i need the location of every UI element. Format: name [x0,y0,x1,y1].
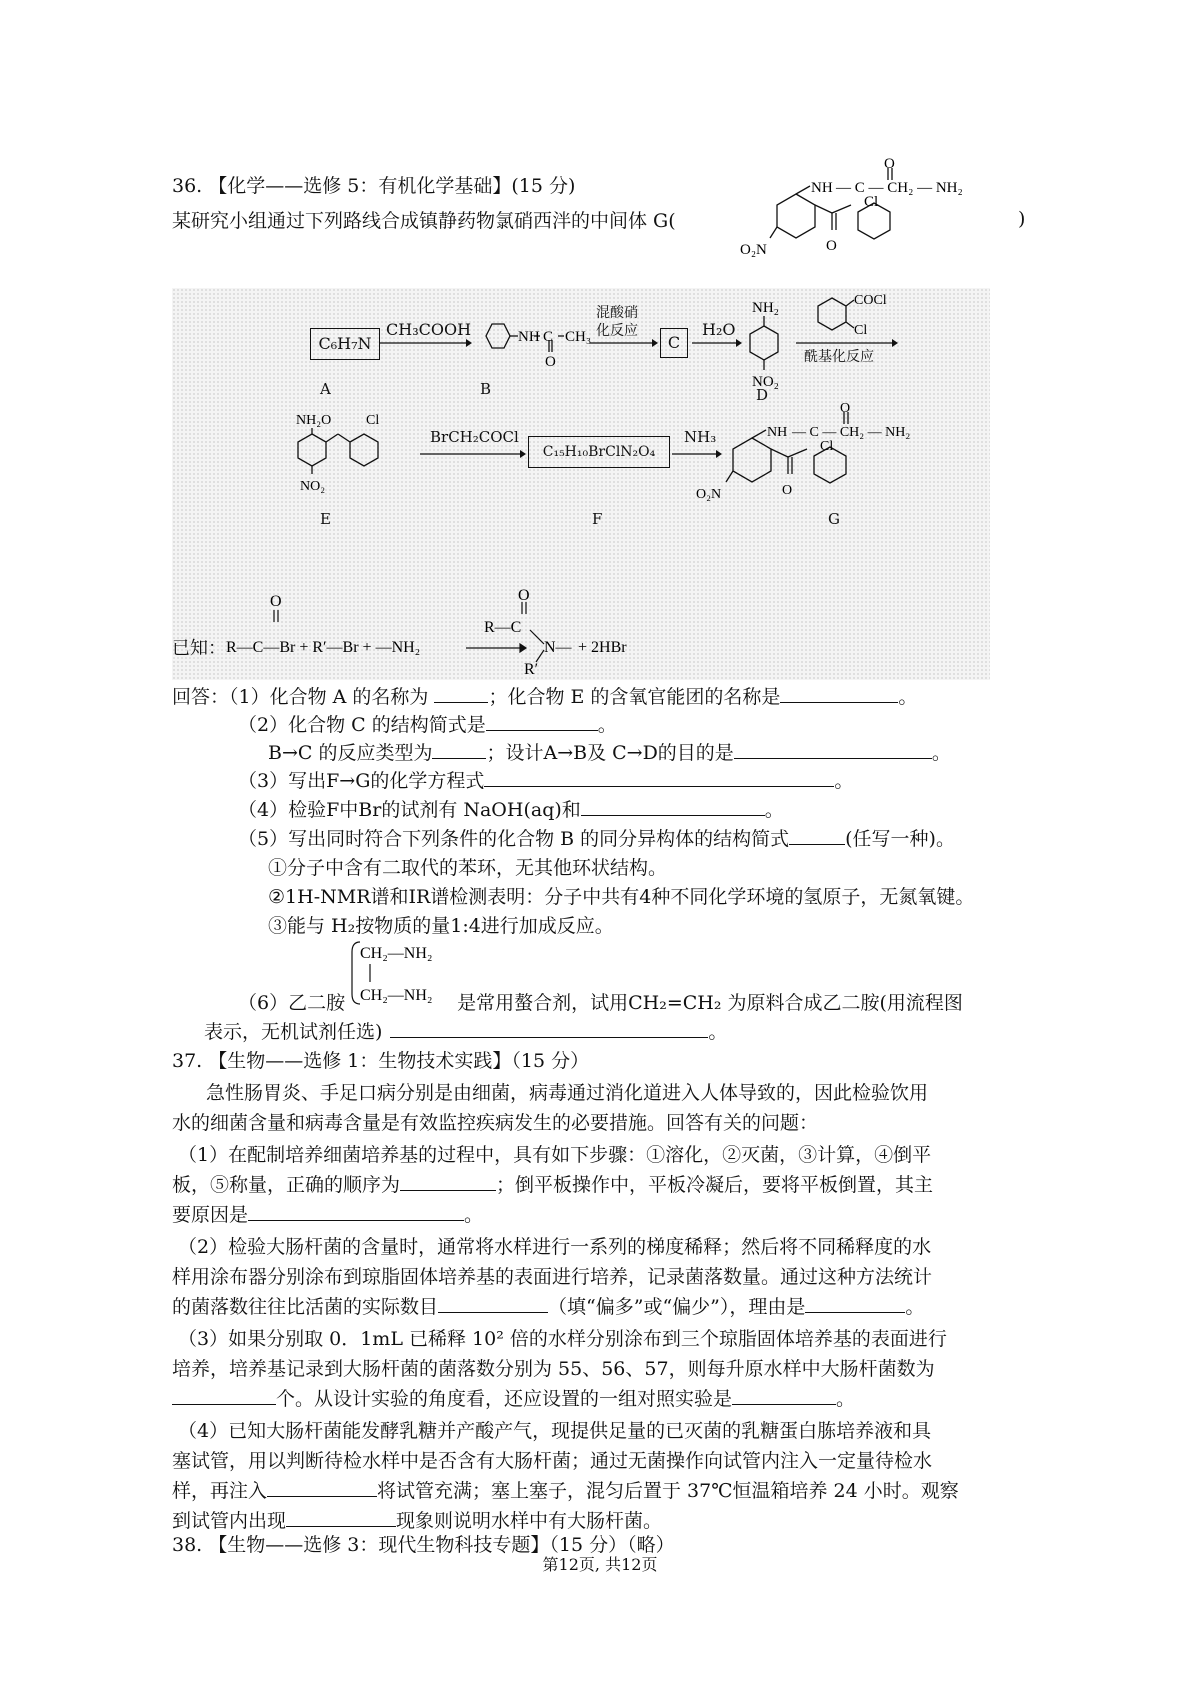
q37-p4-d: 到试管内出现 现象则说明水样中有大肠杆菌。 [172,1510,663,1532]
q37-p2-a: （2）检验大肠杆菌的含量时，通常将水样进行一系列的梯度稀释；然后将不同稀释度的水 [178,1236,932,1258]
q36-item-4: （4）检验F中Br的试剂有 NaOH(aq)和 。 [238,799,784,821]
q37-para0-a: 急性肠胃炎、手足口病分别是由细菌，病毒通过消化道进入人体导致的，因此检验饮用 [206,1082,929,1104]
compound-a-box: C₆H₇N [310,328,380,360]
svg-text:— C — CH₂ — NH₂: — C — CH₂ — NH₂ [836,180,963,196]
reagent-ef: BrCH₂COCl [430,428,519,446]
compound-e-structure [288,406,398,506]
q37-p1-a: （1）在配制培养细菌培养基的过程中，具有如下步骤：①溶化，②灭菌，③计算，④倒平 [178,1144,932,1166]
label-f: F [592,510,603,528]
svg-text:O: O [518,588,530,604]
svg-text:Cl: Cl [854,323,868,338]
q37-p2-c: 的菌落数往往比活菌的实际数目 （填“偏多”或“偏少”），理由是 。 [172,1296,925,1318]
acyl-chloride-reagent [802,288,902,338]
q36-intro: 某研究小组通过下列路线合成镇静药物氯硝西泮的中间体 G( [172,210,676,232]
reagent-bc-line2: 化反应 [596,323,638,339]
compound-g-structure [692,402,982,510]
svg-text:R—C—Br + R′—Br + —NH₂: R—C—Br + R′—Br + —NH₂ [226,639,421,656]
q37-p4-a: （4）已知大肠杆菌能发酵乳糖并产酸产气，现提供足量的已灭菌的乳糖蛋白胨培养液和具 [178,1420,932,1442]
svg-text:O₂N: O₂N [740,242,767,258]
label-g: G [828,510,840,528]
svg-text:NO₂: NO₂ [752,374,779,390]
svg-text:O: O [270,593,282,610]
q36-item-2: （2）化合物 C 的结构简式是 。 [238,714,617,736]
label-e: E [320,510,331,528]
q36-item-6b: 表示，无机试剂任选) 。 [204,1021,728,1043]
svg-text:NO₂: NO₂ [300,479,326,494]
q36-item-5: （5）写出同时符合下列条件的化合物 B 的同分异构体的结构简式 (任写一种)。 [238,828,955,850]
compound-c-box: C [660,328,688,358]
q37-p3-c: 个。从设计实验的角度看，还应设置的一组对照实验是 。 [172,1386,855,1413]
q36-title: 36. 【化学——选修 5：有机化学基础】(15 分) [172,175,576,197]
svg-text:CH₂—NH₂: CH₂—NH₂ [360,945,433,962]
svg-text:NH: NH [518,329,540,345]
svg-text:NH: NH [767,425,788,440]
q37-title: 37. 【生物——选修 1：生物技术实践】（15 分） [172,1050,590,1072]
q37-p2-b: 样用涂布器分别涂布到琼脂固体培养基的表面进行培养，记录菌落数量。通过这种方法统计 [172,1266,933,1288]
svg-text:CH₃: CH₃ [565,329,592,345]
q36-cond-1: ①分子中含有二取代的苯环，无其他环状结构。 [268,857,668,879]
svg-text:N—: N— [544,639,572,656]
reaction-scheme [172,288,990,680]
svg-text:O: O [826,238,837,254]
svg-text:CH₂—NH₂: CH₂—NH₂ [360,987,433,1004]
page-footer: 第12页, 共12页 [542,1555,658,1574]
svg-text:NH: NH [811,180,833,196]
svg-text:NH₂O: NH₂O [296,413,332,428]
q38-title: 38. 【生物——选修 3：现代生物科技专题】（15 分）（略） [172,1534,675,1556]
known-label: 已知： [172,638,226,659]
q37-p4-b: 塞试管，用以判断待检水样中是否含有大肠杆菌；通过无菌操作向试管内注入一定量待检水 [172,1450,933,1472]
svg-text:R′: R′ [524,661,539,678]
q36-intro-end: ) [1018,208,1026,230]
svg-text:Cl: Cl [366,413,380,428]
svg-text:R—C: R—C [484,619,522,636]
label-b: B [480,380,492,398]
q36-item-1: 回答：（1）化合物 A 的名称为 ；化合物 E 的含氧官能团的名称是 。 [172,686,918,708]
svg-text:C: C [543,329,554,345]
q37-p3-a: （3）如果分别取 0．1mL 已稀释 10² 倍的水样分别涂布到三个琼脂固体培养基的表面进行 [178,1328,947,1350]
label-d: D [756,386,769,404]
q37-p1-b: 板，⑤称量，正确的顺序为 ；倒平板操作中，平板冷凝后，要将平板倒置，其主 [172,1174,934,1196]
known-products: + 2HBr [578,639,627,656]
q36-item-2b: B→C 的反应类型为 ；设计A→B及 C→D的目的是 。 [268,742,951,764]
known-reaction-equation [226,588,786,678]
reagent-fg: NH₃ [684,428,717,446]
reagent-ab: CH₃COOH [386,320,472,339]
reaction-de: 酰基化反应 [804,349,874,365]
svg-text:O: O [884,158,895,172]
compound-f-box: C₁₅H₁₀BrClN₂O₄ [528,436,670,468]
label-a: A [320,380,331,398]
compound-g-structure-intro [736,158,1026,266]
q37-p3-b: 培养，培养基记录到大肠杆菌的菌落数分别为 55、56、57，则每升原水样中大肠杆菌数为 [172,1358,935,1380]
reagent-cd: H₂O [702,320,736,339]
svg-text:COCl: COCl [854,293,887,308]
svg-text:O: O [840,402,851,416]
svg-text:Cl: Cl [820,439,834,454]
svg-text:O: O [545,354,556,370]
q37-para0-b: 水的细菌含量和病毒含量是有效监控疾病发生的必要措施。回答有关的问题： [172,1112,819,1134]
svg-text:O₂N: O₂N [696,487,722,502]
compound-b-structure [474,310,592,374]
svg-text:NH₂: NH₂ [752,300,779,316]
q37-p1-c: 要原因是 。 [172,1204,484,1226]
q36-item-3: （3）写出F→G的化学方程式 。 [238,770,854,792]
q37-p4-c: 样，再注入 将试管充满；塞上塞子，混匀后置于 37℃恒温箱培养 24 小时。观察 [172,1480,959,1502]
q36-cond-2: ②1H-NMR谱和IR谱检测表明：分子中共有4种不同化学环境的氢原子，无氮氧键。 [268,886,975,908]
svg-text:— C — CH₂ — NH₂: — C — CH₂ — NH₂ [792,425,911,440]
svg-text:O: O [782,483,793,498]
svg-text:Cl: Cl [864,194,879,210]
q36-item-6: （6）乙二胺 是常用螯合剂，试用CH₂=CH₂ 为原料合成乙二胺(用流程图 [238,992,963,1014]
reagent-bc-line1: 混酸硝 [596,305,638,321]
q36-cond-3: ③能与 H₂按物质的量1:4进行加成反应。 [268,915,614,937]
